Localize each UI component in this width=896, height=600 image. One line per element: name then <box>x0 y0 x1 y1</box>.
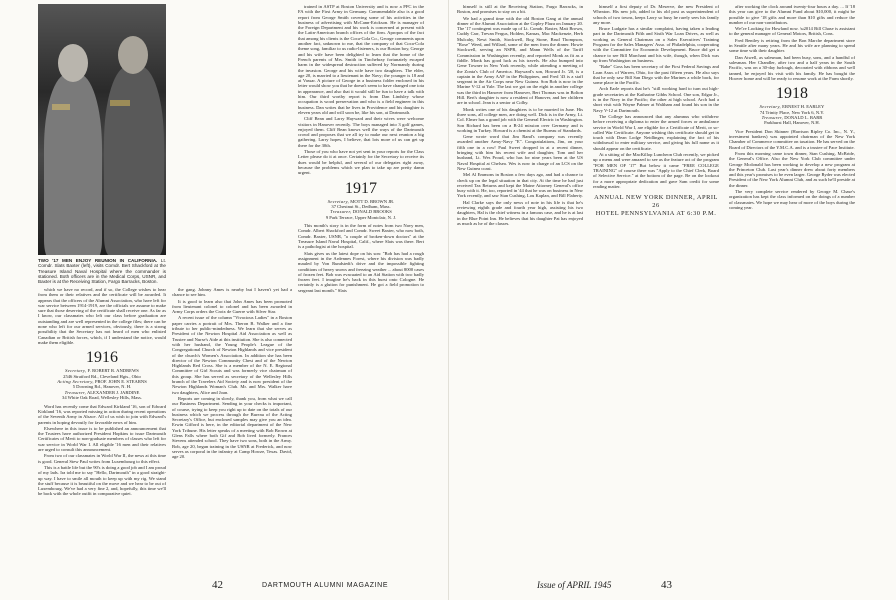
left-col1-para: From two of our classmates in World War II, the news at this time is good. General Stew Paul writes from Luxembourg to this effect. <box>38 453 166 464</box>
right-page <box>448 0 896 600</box>
event-announcement <box>593 194 719 218</box>
right-col3-para: after working the clock around twenty-four hours a day. ... If '18 this year can give to the Alumni Fund about $10,000, it might be possible to give '18 gifts and more than $10 gifts and reduce the number of our non-contributors. <box>729 4 855 25</box>
right-col1-para: himself is still at the Receiving Station, Fargo Barracks, in Boston, and promises to stay on a bit. <box>457 4 583 15</box>
right-col3-para: Vice President Don Skinner (Harrison Ripley Co. Inc., N. Y., investment bankers) was appointed chairman of the New York Chamber of Commerce committee on taxation. He has served on the Board of Directors of the Y.M.C.A. and is a trustee of Pace Institute. <box>729 128 855 150</box>
class-year-1917: 1917 <box>345 179 377 197</box>
class-1916-officers: Secretary, F. ROBERT R. ANDREWS 2546 Stratford Rd., Cleveland Hgts., Ohio Acting Secretary, PROF. JOHN E. STEARNS 5 Downing Rd., Hanover, N. H. Treasurer, ALEXANDER J. JARDINE 34 White Oak Road, Wellesley Hills, Mass. <box>57 368 147 401</box>
right-col1-para: Monk writes one of his daughters is to be married in June. His three sons, all college men, are doing well. Dick is in the Army, Lt. Col. Elmer has a grand job with the General Electric in Washington. Son Richard has been on a B-24 mission over Germany and is working in Turkey. Howard is a chemist at the Bureau of Standards. <box>457 106 583 133</box>
right-col2 <box>593 4 719 577</box>
left-col1-para: Elsewhere in this issue is to be published an announcement that the Trustees have authorized President Hopkins to issue Dartmouth Certificates of Merit to non-graduate members of classes who left for war service in World War I. All eligible '16 men and their relatives are urged to consult this announcement. <box>38 425 166 453</box>
right-col3-para: Fred Bentley is retiring from the Bon Marche department store in Seattle after many years. He and his wife are planning to spend some time with their daughter. <box>729 37 855 54</box>
left-col1-para: This is a battle life but the 90's is doing a good job and I am proud of my lads. Ira told me to say "Hello, Dartmouth" in a good straight-up way. I have to smile all mouth to keep up with my rig. We stand the stuff because it is beautiful on the move and we hear to be out of Luxembourg. We've had a very fine 2, and, hopefully, this time we'll be back with the whole outfit in comparative quiet. <box>38 464 166 497</box>
left-col2-para: A recent issue of the column "Vivacious Ladies" in a Boston paper carries a portrait of Mrs. Theron B. Walker and a fine tribute to her public-mindedness. We learn that she serves as President of the Newton Hospital Aid Association as well as Trustee and Nurse's Aide at this institution. She is also connected with her husband, the Young People's League of the Congregational Church of Newton Highlands and vice president of the church's Women's Association. In addition she has been director of the Newton Community Chest and of the Newton Highlands Red Cross. She is a member of the N. E. Regional Committee of Girl Scouts and was formerly vice chairman of this group. She has served as secretary of the Wellesley Hills branch of the Travelers Aid Society and is now president of the Newton Highlands Woman's Club. Mr. and Mrs. Walker have two daughters, Alice and Joan. <box>172 315 292 395</box>
photo-caption-lead: TWO '17 MEN ENJOY REUNION IN CALIFORNIA. <box>38 258 158 263</box>
photo-caption <box>38 258 166 284</box>
right-col3-para: Dan Atwell, as salesman, had been busy, sons, and a handful of salesman. Her Chandler, after two and a half years in the South Pacific, was on a 30-day furlough, decorated with ribbons and well tanned, he enjoyed his visit with his family. He has bought the Hoover home and will be ready to resume work at the Farm shortly. <box>729 54 855 81</box>
right-col3-para: From this morning came town dinner, Stan Cushing, McBride, the General's Office. Also the New York Club committee under George Mcdonald has been working to develop a new program at the Princeton Club. Last year's dinner drew about forty members and this year's promises to be even larger. George Ryder was elected President of the New York Alumni Club, and as such he'll preside at the dinner. <box>729 150 855 188</box>
left-col2-para: Reports are coming in slowly, thank you, from what we call our Business Department. Sending in your checks is important, of course, trying to keep you right up to date on the totals of our business which we process through the Bureau of the Acting Secretary's Office, but enclosed samples may give you an idea. Erwin Gifford is here, in the editorial department of the New York Tribune. His letter speaks of a meeting with Bob Brown at Glens Falls where both Gif and Bob lived formerly. Frances Stevens attended school. They have two sons, both in the Army. Bob, age 20, began training in the USNR at Frederick, and now serves as corporal in the infantry at Camp Howze, Texas. David, age 20. <box>172 395 292 460</box>
photo-caption-body: Lt. Comdr. Slats Baxter (left), visits Comdr. Bert Shackford at the Treasure Island Naval Hospital where the commander is stationed. Both officers are in the Medical Corps, USNR, and Baxter is at the Receiving Station, Fargo Barracks, Boston. <box>38 258 166 285</box>
right-col1-para: Hal Clarke says the only news of note in his life is that he's reviewing eighth grade and fourth year high, assisting his two daughters, Hal is the chief witness in a famous case, and he is at last in the Blue Point Inn. He believes that his daughter Pat has enjoyed as much as he of the classes. <box>457 199 583 226</box>
left-col1-para: Word has recently come that Edward Kirkland '16, son of Edward Kirkland '16, was reported missing in action during recent operations of the Seventh Army in Alsace. All of us wish to join with Edward's parents in hoping devoutly for favorable news of him. <box>38 403 166 425</box>
right-col2-para: "Babe" Goss has been secretary of the First Federal Savings and Loan Assn. of Warren, Ohio, for the past fifteen years. He also says that he only saw Bill San Diego with the Marines a while back, for some place in the Pacific. <box>593 64 719 86</box>
right-col2-para: himself a first deputy of Dr. Meserve, the new President of Wheaton. His new job, added to his old post as superintendent of schools of two towns, keeps Larry so busy he rarely sees his family any more. <box>593 4 719 25</box>
left-col3-para: trained in ASTP at Boston University and is now a PFC in the FA with the First Army in Germany. Commendable also is a good report from George Smith covering some of his activities in the business of advertising with McCann-Erickson. He is manager of the Foreign Department and his work is concerned at present with the Latin-American branch offices of the firm. Apropos of the fact that among his clients is the Coca-Cola Co., George comments upon another fact, unknown to me, that the company of that Coca-Cola theme song, familiar to us radio-listeners, is our Boston boy, George and his wife have been delighted to learn that the home of the French parents of Mrs. Smith in Tinchebray fortunately escaped harm in the widespread destruction suffered by Normandy during the invasion. George and his wife have two daughters. The elder, age 20, is married to a lieutenant in the Navy; the younger is 18 and at Vassar. A picture of George in a business folder enclosed in his letter would show you that he doesn't seem to have changed one iota in appearance, and also that it would still be fun to have a talk with him. Our third worthy report is from Dan Lindsley whose occupation is wood preservation and who is a field engineer in this business. Dan writes that he lives in Providence and his daughter is eleven years old and will soon be, like his son, at Dartmouth. <box>298 4 424 115</box>
issue-label: Issue of APRIL 1945 <box>537 580 612 590</box>
right-col3 <box>729 4 855 577</box>
left-col2 <box>172 287 292 577</box>
right-col1-para: Gene wrote word that Jim Rand's company was recently awarded another Army-Navy "E". Congratulations, Jim, on your fifth one in a row! Paul Sweet dropped in at a recent dinner, bringing with him his recent wife and daughter, Tom and her husband, Lt. Wes Proud, who has for nine years been at the US Naval Hospital at Chelsea. Wes is now in charge of an LCS on the New Guinea coast. <box>457 134 583 171</box>
page-number-right: 43 <box>661 579 672 591</box>
left-col3-para: Those of you who have not yet sent in your reports for the Class Letter please do it at once. Certainly for the Secretary to receive its dues would be helpful, and several of our delegates right away, because the problems which we plan to take up are pretty damn urgent. <box>298 149 424 176</box>
left-col3-para: Cliff Bean and Larry Hayward and their wives were welcome visitors in Hanover recently. The boys managed into 3 golf games, enjoyed them. Cliff Bean knows well the ways of the Dartmouth crowd and proposes that we all try to make our next reunion a big gathering. Larry hopes, I believe, that lots more of us can get up there for the 30th. <box>298 116 424 148</box>
right-col2-para: At a sitting of the MacKillop Luncheon Club recently, we picked up a menu and were amazed to see as the feature act of the program "FOR MEN OF '17" But below it came "FREE COLLEGE TRAINING" of course there was "Apply to the Chief Clerk, Board of Selective Service." at the bottom of the page. Be on the lookout for a more appropriate dedication and gave Sam credit for some reading matter. <box>593 152 719 189</box>
reunion-photo <box>38 4 166 255</box>
right-col1-para: We had a grand time with the old Boston Gang at the annual dinner of the Alumni Association at the Copley Plaza on January 20. The '17 contingent was made up of Lt. Comdr. Baxter, Matt Brown, Cuddy Carr, Trevan Fergus, Holden, Kansas, Mac Mackenzie, Herb Mulcahy, Newt Smith, Stockwell, Bog Stone, Brud Thompson, "Rose" Weed, and Willard, some of the men from the dinner. Howie Stockwell, serving an NSPR, and Mann Wells of the Tariff Commission in Washington recently, and reported Monk as fit as a fiddle. Monk has good luck as his travels. He also bumped into Gene Towner in New York recently, while attending a meeting of the Zonta's Club of America. Hayward's son, Howard Jr. '20, is a captain in the Army AAF in the Philippines, and Fred '43 is a staff sergeant in the Air Corps near New Guinea. Son Bob is now in the Marine V-12 at Yale. The last we got on the eight in another college was the third in Hanover from Hanover, Bert Thomas was in Bolton Hill. Bert's daughter is now a resident of Hanover, and her children are in school. Jean is a senior at Colby. <box>457 15 583 106</box>
right-col2-para: Bruce Ludgate has a similar complaint, having taken a leading part in the Dartmouth Fifth and Sixth War Loan Drives, as well as working as General Chairman on a Sales Executives' Training Program for the Sales Managers' Asso. of Philadelphia, cooperating with the Committee for Economic Development. Bruce did get a chance to see Bill Marchant and his wife, though, when Dick was up from Washington on business. <box>593 26 719 63</box>
right-col2-para: The College has announced that any alumnus who withdrew before receiving a diploma to enter the armed forces or ambulance service in World War I, are eligible for a Certificate of Merit, or so-called War Certificate. Anyone wishing this certificate should get in touch with Dean Lodge Neidlinger, explaining the fact of his withdrawal to enter military service, and giving his full name as it should appear on the certificate. <box>593 113 719 151</box>
class-year-1916: 1916 <box>86 349 118 367</box>
right-col3-para: The very complete service rendered by George M. Chase's organization has kept the class informed on the doings of a number of classmates. We hope we may hear of more of the boys during the coming year. <box>729 189 855 210</box>
right-col3-para: We\'re Looking for Howland now. \u2014 Bill Chase is assistant to the general manager of General Motors, British, Cons. <box>729 26 855 37</box>
left-col2-para: It is good to learn also that John Ames has been promoted from lieutenant colonel to colonel and has been awarded in Army Corps orders the Croix de Guerre with Silver Star. <box>172 298 292 315</box>
right-col1-para: Mel Al Emmons in Boston a few days ago, and had a chance to check up on the legal situation in that city. At the time he had just received Tax Returns and kept the Maine Attorney General's office busy with it. He, too, reported in '44 that he was on business in New York recently, and saw Stan Cushing, Lou Kaplan, and Bill Flaherty. <box>457 172 583 199</box>
right-col2-para: Arch Earle reports that he's "still working hard to turn out high-grade secretaries at the Katharine Gibbs School. One son, Edgar Jr., is in the Navy in the Pacific; the other at high school. Arch had a short visit with Wayne Palmer at Waltham and found his son in the Navy V-12 at Dartmouth. <box>593 86 719 113</box>
left-col1-top: which we have no record, and if so, the College wishes to hear from them or their relatives and the certificate will be awarded. It appears that the officers of the Alumni Association, who have left for war service between 1914-1919, are the officials we assume to make sure that those deserving of the certificate shall receive one. As far as I know, our classmates who left our class before graduation are outstanding and are well represented in the college files; there can be none who left for our armed services, obviously, there is a strong possibility that the Secretary has not heard of men who enlisted Canadian or British forces, which, if I understand the notice, would make them eligible. <box>38 287 166 345</box>
left-col3-para: This month's story is in the form of notes from two Navy men, Comdr. Albert Shackford and Comdr. Sweet Baxter, who now both, Comdr. Baxter, USNR, "a couple of broken-down doctors" at the Treasure Island Naval Hospital, Calif., where Slats was there. Bert is a pathologist at the hospital. <box>298 223 424 250</box>
magazine-title: DARTMOUTH ALUMNI MAGAZINE <box>262 582 389 589</box>
class-1918-officers: Secretary, ERNEST H. EARLEY 74 Trinity Place, New York 6, N.Y. Treasurer, DONALD L. BARR Parkhurst Hall, Hanover, N.H. <box>759 104 825 126</box>
left-col3-para: Slats gives us the latest dope on his son: "Bob has had a rough assignment in the Ardennes Forest, where his division was badly mauled by Von Rundstedt's drive and the impossible fighting conditions of heavy snows and freezing weather ... about 8000 cases of frozen feet. Bob was evacuated to an Aid Station with two badly frozen feet. I imagine he's back in this burst onto Cologne. He certainly is a glutton for punishment. He got a field promotion to sergeant last month." Slats <box>298 250 424 293</box>
page-number-left: 42 <box>212 579 223 591</box>
event-subtitle: HOTEL PENNSYLVANIA AT 6:30 P.M. <box>595 210 717 218</box>
right-col1 <box>457 4 583 577</box>
left-col3 <box>298 4 424 577</box>
left-col2-top: the gang. Johnny Ames is nearby but I haven't yet had a chance to see him. <box>172 287 292 298</box>
event-title: ANNUAL NEW YORK DINNER, APRIL 26 <box>594 194 718 210</box>
left-col1-lower <box>38 287 166 577</box>
class-1917-officers: Secretary, MOTT D. BROWN JR. 37 Chestnut St., Dedham, Mass. Treasurer, DONALD BROOKS 9 Park Terrace, Upper Montclair, N. J. <box>325 198 397 220</box>
class-year-1918: 1918 <box>776 85 808 103</box>
